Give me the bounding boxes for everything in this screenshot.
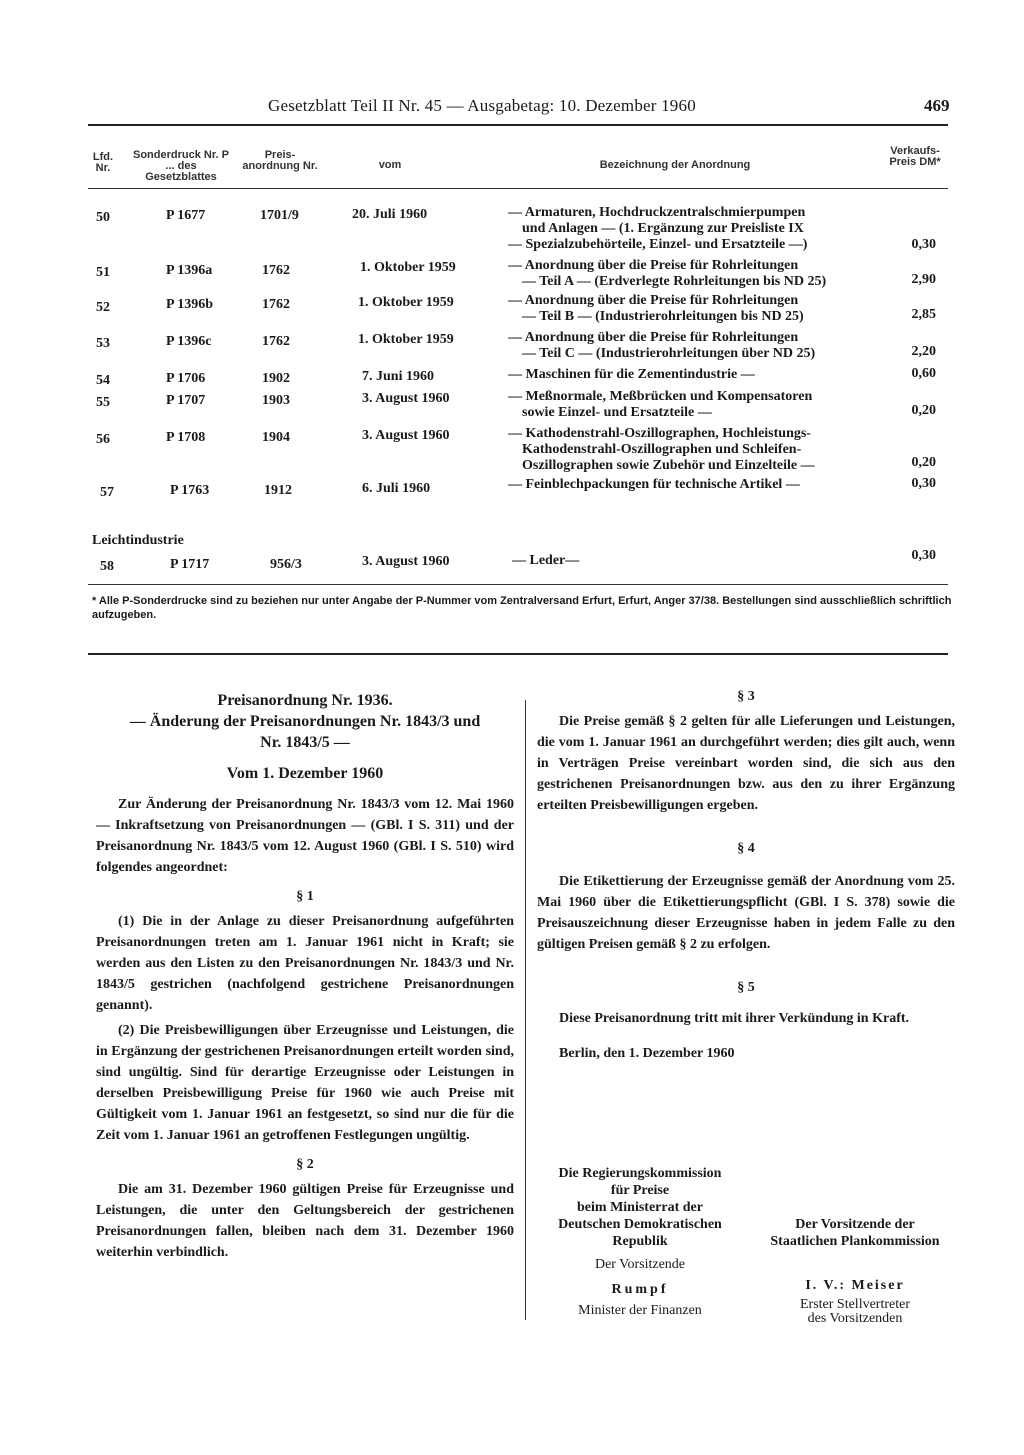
row-bezeichnung: — Anordnung über die Preise für Rohrleitungen — Teil A — (Erdverlegte Rohrleitungen bis ND 25) [508, 258, 827, 289]
row-vom: 1. Oktober 1959 [358, 295, 454, 310]
row-preisanordnung: 1762 [262, 297, 290, 312]
row-preisanordnung: 1903 [262, 393, 290, 408]
row-vom: 3. August 1960 [362, 428, 450, 443]
row-bezeichnung: — Leder— [512, 553, 580, 568]
section-4-para: Die Etikettierung der Erzeugnisse gemäß der Anordnung vom 25. Mai 1960 über die Etikettierungspflicht (GBl. I S. 378) sowie die Preisauszeichnung dieser Erzeugnisse haben in jedem Falle zu den gültigen Preisen gemäß § 2 zu erfolgen. [537, 874, 955, 952]
row-nr: 56 [96, 432, 110, 447]
row-vom: 1. Oktober 1959 [360, 260, 456, 275]
row-preisanordnung: 1762 [262, 334, 290, 349]
row-vom: 3. August 1960 [362, 391, 450, 406]
row-sonderdruck: P 1396b [166, 297, 214, 312]
right-signature [750, 1216, 960, 1326]
col-sonderdruck: Sonderdruck Nr. P ... des Gesetzblattes [133, 149, 229, 183]
section-1-para-2: (2) Die Preisbewilligungen über Erzeugnisse und Leistungen, die in Ergänzung der gestrichenen Preisanordnungen erteilt worden sind, sind ungültig. Sind für derartige Erzeugnisse oder Leistungen in derselben Preisbewilligung Preise für 1960 wie auch Preise mit Gültigkeit vom 1. Januar 1961 an festgesetzt, so sind nur die für die Zeit vom 1. Januar 1961 an getroffenen Festlegungen ungültig. [96, 1023, 514, 1143]
page-number: 469 [924, 96, 950, 115]
col-bezeichnung: Bezeichnung der Anordnung [599, 159, 751, 171]
sig-name: Rumpf [611, 1282, 669, 1297]
row-vom: 20. Juli 1960 [352, 207, 428, 222]
intro-paragraph: Zur Änderung der Preisanordnung Nr. 1843/3 vom 12. Mai 1960 — Inkraftsetzung von Preisanordnungen — (GBl. I S. 311) und der Preisanordnung Nr. 1843/5 vom 12. August 1960 (GBl. I S. 510) wird folgendes angeordnet: [96, 797, 514, 875]
sig-org-line: Der Vorsitzende der [795, 1217, 915, 1232]
row-sonderdruck: P 1763 [170, 483, 210, 498]
row-preis: 0,60 [911, 366, 936, 381]
place-date: Berlin, den 1. Dezember 1960 [559, 1046, 735, 1061]
row-sonderdruck: P 1707 [166, 393, 206, 408]
row-vom: 3. August 1960 [362, 554, 450, 569]
header-rule [88, 124, 948, 126]
row-nr: 51 [96, 265, 110, 280]
row-nr: 58 [100, 559, 114, 574]
col-lfd: Lfd. Nr. [92, 151, 114, 174]
row-preisanordnung: 1902 [262, 371, 290, 386]
left-column [96, 690, 514, 1267]
table-header-rule [88, 188, 948, 189]
section-rule [88, 653, 948, 655]
col-preisanordnung: Preis- anordnung Nr. [242, 149, 318, 172]
row-preisanordnung: 956/3 [270, 557, 302, 572]
section-3-heading: § 3 [737, 689, 755, 704]
sig-org-line: Deutschen Demokratischen [558, 1217, 722, 1232]
row-bezeichnung: — Maschinen für die Zementindustrie — [508, 367, 755, 382]
row-bezeichnung: — Anordnung über die Preise für Rohrleitungen — Teil C — (Industrierohrleitungen über ND 25) [508, 330, 816, 361]
sig-org-line: Staatlichen Plankommission [770, 1234, 940, 1249]
table-bottom-rule [88, 584, 948, 585]
sig-title: des Vorsitzenden [807, 1311, 903, 1326]
sig-org-line: beim Ministerrat der [577, 1200, 703, 1215]
row-sonderdruck: P 1706 [166, 371, 206, 386]
row-nr: 53 [96, 336, 110, 351]
row-preis: 0,20 [911, 403, 936, 418]
row-sonderdruck: P 1708 [166, 430, 206, 445]
row-preis: 2,85 [911, 307, 936, 322]
row-preisanordnung: 1762 [262, 263, 290, 278]
row-bezeichnung: — Kathodenstrahl-Oszillographen, Hochleistungs- Kathodenstrahl-Oszillographen und Schleifen- Oszillographen sowie Zubehör und Einzelteile — [508, 426, 815, 473]
row-nr: 54 [96, 373, 110, 388]
section-5-para: Diese Preisanordnung tritt mit ihrer Verkündung in Kraft. [559, 1011, 910, 1026]
row-vom: 7. Juni 1960 [362, 369, 434, 384]
ordinance-subtitle: — Änderung der Preisanordnungen Nr. 1843/3 und [129, 713, 481, 730]
row-preis: 2,90 [911, 272, 936, 287]
row-sonderdruck: P 1396c [166, 334, 212, 349]
footnote: * Alle P-Sonderdrucke sind zu beziehen nur unter Angabe der P-Nummer vom Zentralversand Erfurt, Erfurt, Anger 37/38. Bestellungen sind ausschließlich schriftlich aufzugeben. [92, 595, 952, 621]
row-preis: 0,20 [911, 455, 936, 470]
section-2-heading: § 2 [296, 1157, 314, 1172]
row-preisanordnung: 1904 [262, 430, 290, 445]
row-preis: 0,30 [911, 237, 936, 252]
row-bezeichnung: — Armaturen, Hochdruckzentralschmierpumpen und Anlagen — (1. Ergänzung zur Preisliste IX — Spezialzubehörteile, Einzel- und Ersatzteile —) [508, 205, 808, 252]
section-4-heading: § 4 [737, 841, 755, 856]
row-sonderdruck: P 1396a [166, 263, 213, 278]
row-nr: 57 [100, 485, 114, 500]
ordinance-subtitle-2: Nr. 1843/5 — [260, 734, 350, 751]
sig-org-line: für Preise [610, 1183, 670, 1198]
section-label: Leichtindustrie [92, 533, 184, 548]
running-header: Gesetzblatt Teil II Nr. 45 — Ausgabetag: 10. Dezember 1960 [268, 96, 696, 115]
section-1-heading: § 1 [296, 889, 314, 904]
section-3-para: Die Preise gemäß § 2 gelten für alle Lieferungen und Leistungen, die vom 1. Januar 1961 an durchgeführt werden; dies gilt auch, wenn in Verträgen Preise vereinbart worden sind, die sich aus den gestrichenen Preisanordnungen bzw. aus den zu ihrer Ergänzung erteilten Preisbewilligungen ergeben. [537, 714, 955, 813]
row-nr: 50 [96, 210, 110, 225]
sig-title: Minister der Finanzen [578, 1303, 702, 1318]
sig-role: Der Vorsitzende [594, 1257, 686, 1272]
section-2-para: Die am 31. Dezember 1960 gültigen Preise für Erzeugnisse und Leistungen, die unter den Geltungsbereich der gestrichenen Preisanordnungen fallen, bleiben nach dem 31. Dezember 1960 weiterhin verbindlich. [96, 1182, 514, 1260]
row-preis: 0,30 [911, 476, 936, 491]
row-sonderdruck: P 1717 [170, 557, 210, 572]
column-divider [525, 700, 526, 1320]
row-vom: 6. Juli 1960 [362, 481, 431, 496]
sig-org-line: Die Regierungskommission [558, 1166, 722, 1181]
row-bezeichnung: — Anordnung über die Preise für Rohrleitungen — Teil B — (Industrierohrleitungen bis ND 25) [508, 293, 804, 324]
row-preisanordnung: 1912 [264, 483, 292, 498]
row-preis: 0,30 [911, 548, 936, 563]
row-preisanordnung: 1701/9 [260, 208, 299, 223]
right-column [537, 686, 955, 1068]
row-vom: 1. Oktober 1959 [358, 332, 454, 347]
row-bezeichnung: — Meßnormale, Meßbrücken und Kompensatoren sowie Einzel- und Ersatzteile — [508, 389, 813, 420]
row-nr: 52 [96, 300, 110, 315]
left-signature [530, 1165, 750, 1319]
col-vom: vom [378, 159, 402, 171]
row-nr: 55 [96, 395, 110, 410]
section-1-para-1: (1) Die in der Anlage zu dieser Preisanordnung aufgeführten Preisanordnungen treten am 1. Januar 1961 nicht in Kraft; sie werden aus den Listen zu den Preisanordnungen Nr. 1843/3 und Nr. 1843/5 gestrichen (nachfolgend gestrichene Preisanordnungen genannt). [96, 914, 514, 1013]
row-sonderdruck: P 1677 [166, 208, 206, 223]
sig-title: Erster Stellvertreter [799, 1297, 910, 1312]
ordinance-title: Preisanordnung Nr. 1936. [217, 692, 393, 709]
sig-org-line: Republik [612, 1234, 668, 1249]
row-preis: 2,20 [911, 344, 936, 359]
section-5-heading: § 5 [737, 980, 755, 995]
col-preis: Verkaufs- Preis DM* [889, 145, 941, 168]
row-bezeichnung: — Feinblechpackungen für technische Artikel — [508, 477, 800, 492]
sig-name: I. V.: Meiser [805, 1278, 905, 1293]
ordinance-date: Vom 1. Dezember 1960 [226, 765, 384, 782]
